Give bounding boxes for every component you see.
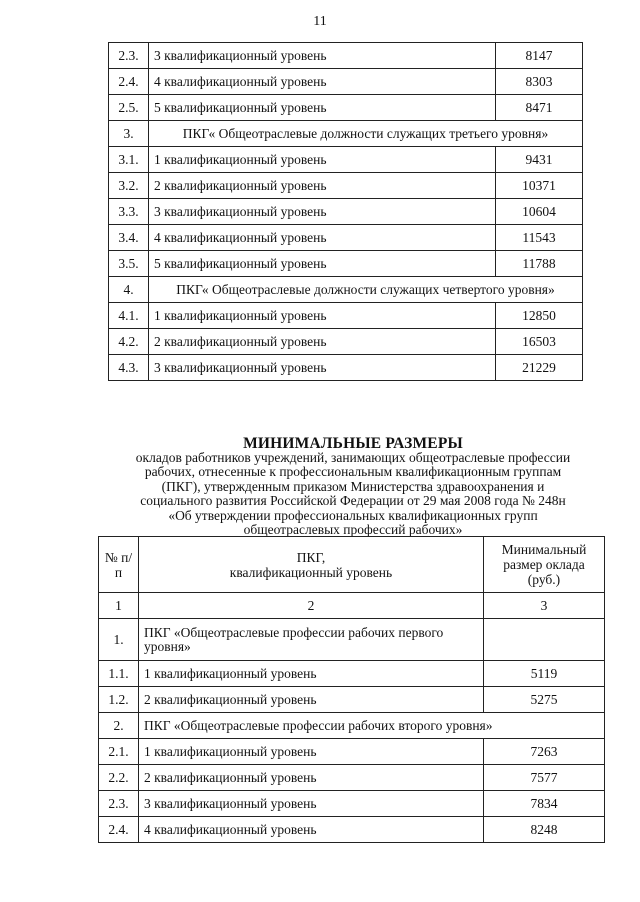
column-index: 2 bbox=[139, 593, 484, 619]
row-number: 4.3. bbox=[109, 355, 149, 381]
salary-value: 8147 bbox=[496, 43, 583, 69]
salary-value: 21229 bbox=[496, 355, 583, 381]
row-number: 3.1. bbox=[109, 147, 149, 173]
salary-value: 10604 bbox=[496, 199, 583, 225]
salary-table-continued bbox=[108, 42, 583, 381]
salary-value: 5119 bbox=[484, 661, 605, 687]
row-number: 1.2. bbox=[99, 687, 139, 713]
qualification-level: 4 квалификационный уровень bbox=[149, 69, 496, 95]
group-number: 2. bbox=[99, 713, 139, 739]
group-row bbox=[99, 619, 605, 661]
salary-value: 8303 bbox=[496, 69, 583, 95]
qualification-level: 3 квалификационный уровень bbox=[149, 43, 496, 69]
table-row bbox=[109, 43, 583, 69]
section-subtitle-line: «Об утверждении профессиональных квалификационных групп bbox=[168, 507, 538, 523]
table-row bbox=[109, 173, 583, 199]
section-subtitle-line: рабочих, отнесенные к профессиональным квалификационным группам bbox=[144, 464, 562, 480]
section-heading bbox=[88, 436, 618, 537]
table-row bbox=[99, 817, 605, 843]
table-row bbox=[109, 147, 583, 173]
salary-value: 7263 bbox=[484, 739, 605, 765]
row-number: 3.5. bbox=[109, 251, 149, 277]
qualification-level: 2 квалификационный уровень bbox=[139, 687, 484, 713]
page-number: 11 bbox=[313, 14, 327, 29]
row-number: 2.5. bbox=[109, 95, 149, 121]
row-number: 4.2. bbox=[109, 329, 149, 355]
header-group-line1: ПКГ, bbox=[296, 549, 326, 565]
column-index-row bbox=[99, 593, 605, 619]
group-title: ПКГ «Общеотраслевые профессии рабочих первого уровня» bbox=[139, 619, 484, 661]
row-number: 3.4. bbox=[109, 225, 149, 251]
salary-value: 10371 bbox=[496, 173, 583, 199]
row-number: 3.3. bbox=[109, 199, 149, 225]
column-index: 3 bbox=[484, 593, 605, 619]
qualification-level: 3 квалификационный уровень bbox=[139, 791, 484, 817]
salary-value: 7834 bbox=[484, 791, 605, 817]
salary-value: 5275 bbox=[484, 687, 605, 713]
salary-value: 9431 bbox=[496, 147, 583, 173]
table-row bbox=[99, 765, 605, 791]
table-row bbox=[109, 95, 583, 121]
group-title: ПКГ« Общеотраслевые должности служащих третьего уровня» bbox=[149, 121, 583, 147]
table-row bbox=[99, 739, 605, 765]
group-number: 4. bbox=[109, 277, 149, 303]
table-row bbox=[109, 251, 583, 277]
salary-value: 8471 bbox=[496, 95, 583, 121]
row-number: 2.4. bbox=[109, 69, 149, 95]
table-row bbox=[99, 661, 605, 687]
table-row bbox=[99, 687, 605, 713]
salary-value: 7577 bbox=[484, 765, 605, 791]
table-row bbox=[99, 791, 605, 817]
qualification-level: 5 квалификационный уровень bbox=[149, 95, 496, 121]
qualification-level: 1 квалификационный уровень bbox=[139, 739, 484, 765]
qualification-level: 1 квалификационный уровень bbox=[149, 303, 496, 329]
qualification-level: 2 квалификационный уровень bbox=[149, 173, 496, 199]
row-number: 2.4. bbox=[99, 817, 139, 843]
qualification-level: 1 квалификационный уровень bbox=[139, 661, 484, 687]
table-row bbox=[109, 355, 583, 381]
section-subtitle-line: социального развития Российской Федерации от 29 мая 2008 года № 248н bbox=[140, 493, 566, 509]
group-row bbox=[109, 277, 583, 303]
header-number: № п/п bbox=[99, 537, 139, 593]
column-index: 1 bbox=[99, 593, 139, 619]
qualification-level: 1 квалификационный уровень bbox=[149, 147, 496, 173]
group-title: ПКГ« Общеотраслевые должности служащих четвертого уровня» bbox=[149, 277, 583, 303]
table-row bbox=[109, 69, 583, 95]
section-subtitle-line: окладов работников учреждений, занимающих общеотраслевые профессии bbox=[135, 450, 571, 465]
row-number: 3.2. bbox=[109, 173, 149, 199]
salary-value: 11788 bbox=[496, 251, 583, 277]
qualification-level: 4 квалификационный уровень bbox=[149, 225, 496, 251]
table-row bbox=[109, 329, 583, 355]
group-row bbox=[109, 121, 583, 147]
salary-value: 12850 bbox=[496, 303, 583, 329]
salary-value bbox=[484, 619, 605, 661]
qualification-level: 2 квалификационный уровень bbox=[149, 329, 496, 355]
table-row bbox=[109, 225, 583, 251]
section-title: МИНИМАЛЬНЫЕ РАЗМЕРЫ bbox=[243, 435, 463, 452]
qualification-level: 3 квалификационный уровень bbox=[149, 355, 496, 381]
row-number: 1.1. bbox=[99, 661, 139, 687]
group-title: ПКГ «Общеотраслевые профессии рабочих второго уровня» bbox=[139, 713, 605, 739]
header-group-line2: квалификационный уровень bbox=[229, 564, 393, 580]
row-number: 2.2. bbox=[99, 765, 139, 791]
group-row bbox=[99, 713, 605, 739]
header-salary: Минимальный размер оклада (руб.) bbox=[484, 537, 605, 593]
section-subtitle-line: (ПКГ), утвержденным приказом Министерства здравоохранения и bbox=[161, 478, 545, 494]
qualification-level: 4 квалификационный уровень bbox=[139, 817, 484, 843]
salary-value: 16503 bbox=[496, 329, 583, 355]
salary-value: 11543 bbox=[496, 225, 583, 251]
section-subtitle-line: общеотраслевых профессий рабочих» bbox=[243, 522, 463, 538]
group-number: 1. bbox=[99, 619, 139, 661]
worker-salary-table bbox=[98, 536, 605, 843]
qualification-level: 5 квалификационный уровень bbox=[149, 251, 496, 277]
row-number: 4.1. bbox=[109, 303, 149, 329]
qualification-level: 2 квалификационный уровень bbox=[139, 765, 484, 791]
row-number: 2.3. bbox=[109, 43, 149, 69]
table-header-row bbox=[99, 537, 605, 593]
table-row bbox=[109, 303, 583, 329]
header-group bbox=[139, 537, 484, 593]
group-number: 3. bbox=[109, 121, 149, 147]
table-row bbox=[109, 199, 583, 225]
salary-value: 8248 bbox=[484, 817, 605, 843]
row-number: 2.3. bbox=[99, 791, 139, 817]
qualification-level: 3 квалификационный уровень bbox=[149, 199, 496, 225]
row-number: 2.1. bbox=[99, 739, 139, 765]
